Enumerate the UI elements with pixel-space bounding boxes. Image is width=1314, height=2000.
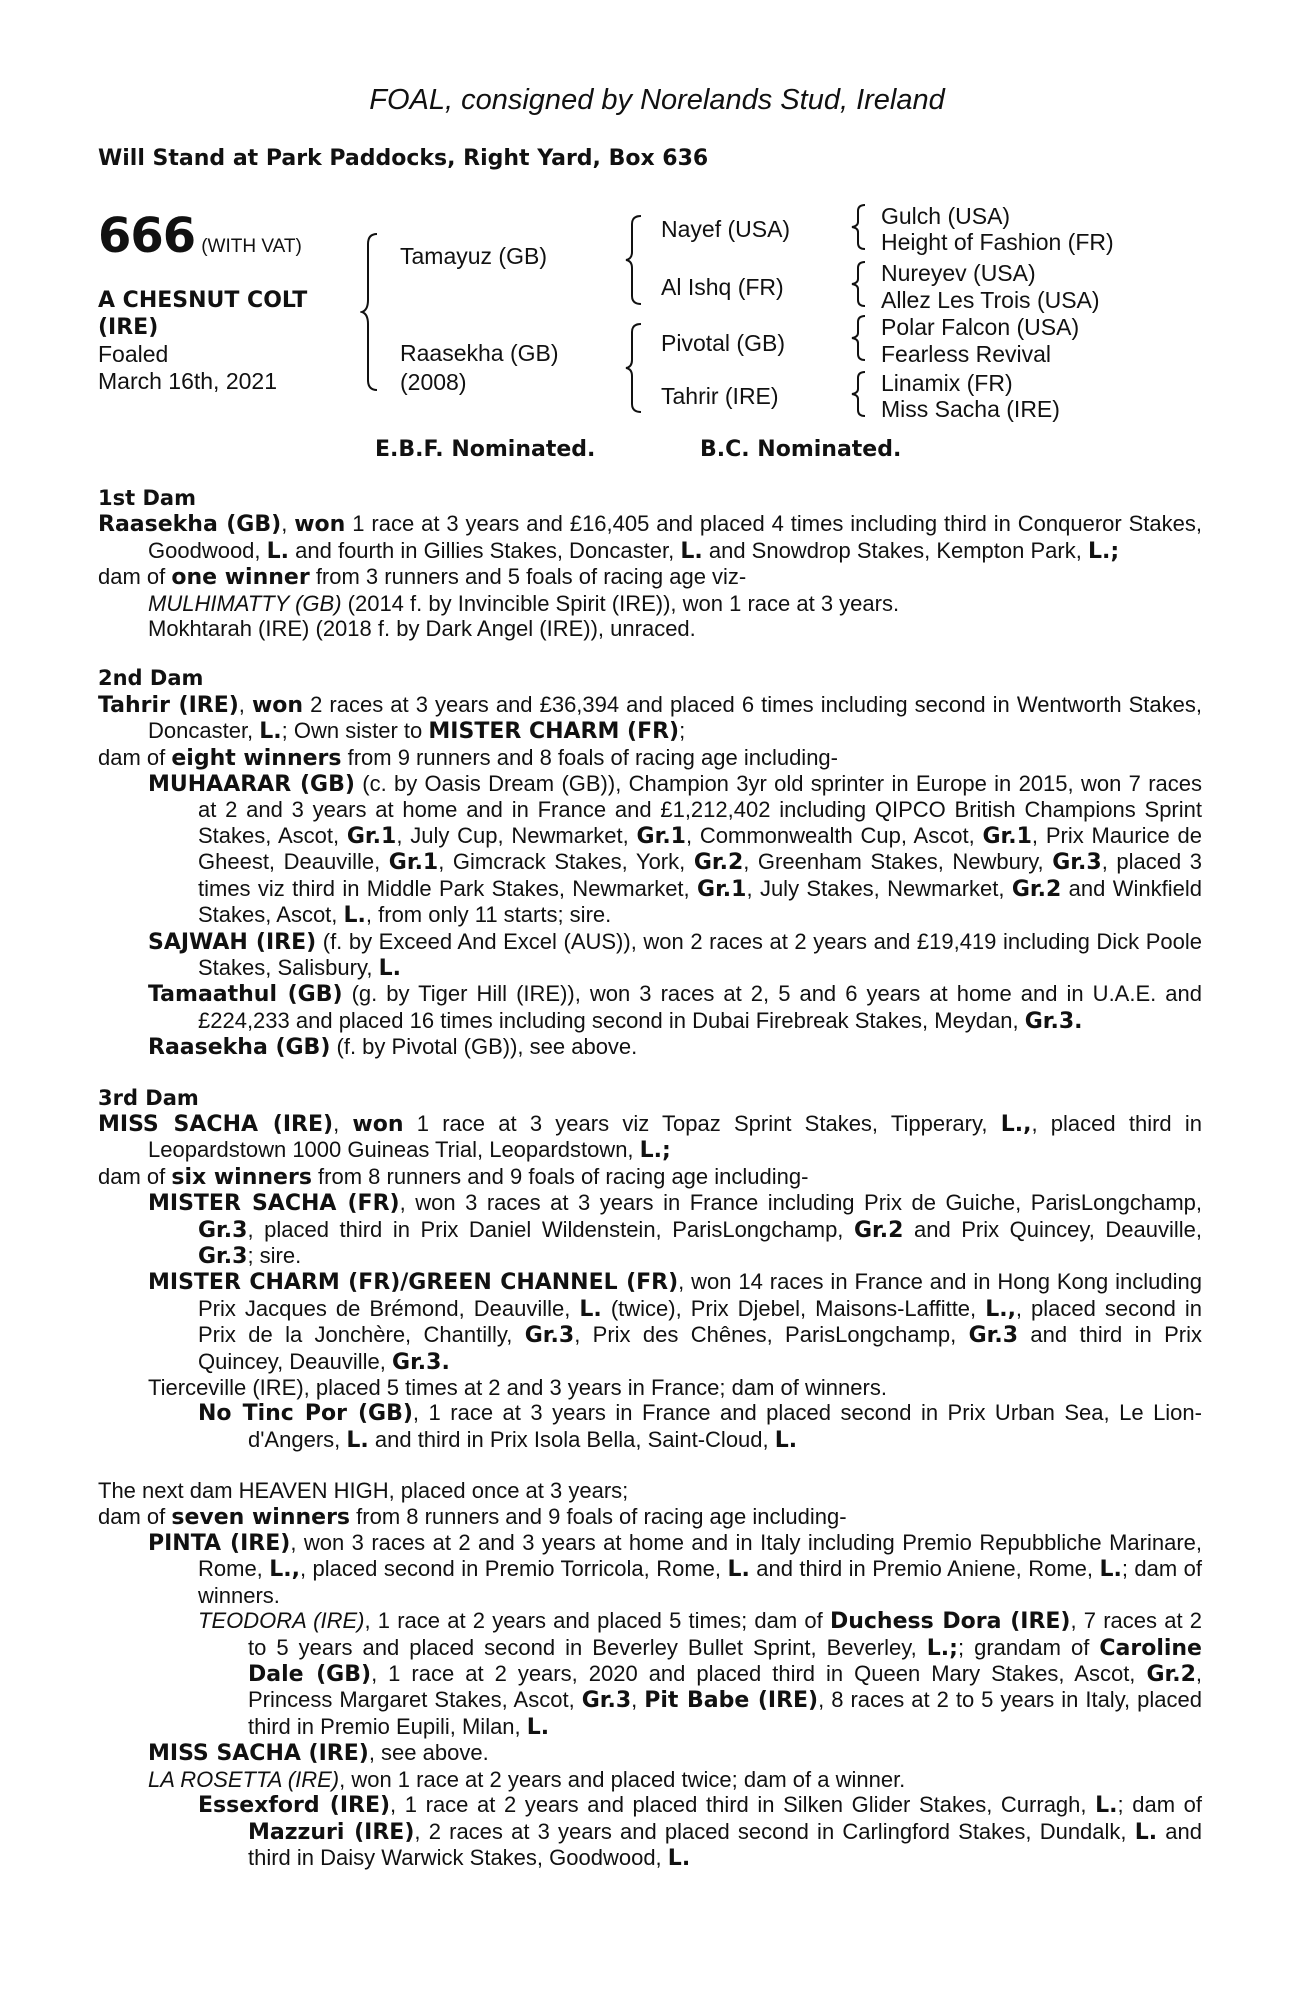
produce-raasekha: Raasekha (GB) (f. by Pivotal (GB)), see above. <box>148 1034 638 1061</box>
lot-number: 666 <box>98 208 196 264</box>
pedigree-sire-sire: Nayef (USA) <box>661 216 791 242</box>
produce-essexford: Essexford (IRE), 1 race at 2 years and placed third in Silken Glider Stakes, Curragh, L.; dam of Mazzuri (IRE), 2 races at 3 years and placed second in Carlingford Stakes, Dundalk, L. and third in Daisy Warwick Stakes, Goodwood, L. <box>198 1792 1203 1871</box>
alishq-brace <box>850 260 868 308</box>
third-dam-record: MISS SACHA (IRE), won 1 race at 3 years viz Topaz Sprint Stakes, Tipperary, L.,, placed third in Leopardstown 1000 Guineas Trial, Leopardstown, L.; <box>98 1110 1202 1164</box>
produce-tamaathul: Tamaathul (GB) (g. by Tiger Hill (IRE)), won 3 races at 2, 5 and 6 years at home and in U.A.E. and £224,233 and placed 16 times including second in Dubai Firebreak Stakes, Meydan, Gr.3. <box>148 981 1203 1034</box>
pedigree-g2: Height of Fashion (FR) <box>881 229 1114 255</box>
pedigree-g8: Miss Sacha (IRE) <box>881 396 1060 422</box>
produce-no-tinc-por: No Tinc Por (GB), 1 race at 3 years in France and placed second in Prix Urban Sea, Le Lion-d'Angers, L. and third in Prix Isola Bella, Saint-Cloud, L. <box>198 1400 1202 1453</box>
dam-line-brace <box>624 322 644 414</box>
second-dam-heading: 2nd Dam <box>98 666 204 691</box>
pedigree-sire-dam: Al Ishq (FR) <box>661 274 784 300</box>
third-dam-produce-summary: dam of six winners from 8 runners and 9 foals of racing age including- <box>98 1163 809 1190</box>
sire-dam-brace <box>360 232 380 392</box>
pedigree-g3: Nureyev (USA) <box>881 260 1036 286</box>
ebf-nomination: E.B.F. Nominated. <box>375 437 596 462</box>
pedigree-dam-dam: Tahrir (IRE) <box>661 383 779 409</box>
pedigree-sire: Tamayuz (GB) <box>400 243 547 269</box>
first-dam-produce-2: Mokhtarah (IRE) (2018 f. by Dark Angel (IRE)), unraced. <box>148 616 696 642</box>
pedigree-g1: Gulch (USA) <box>881 203 1011 229</box>
horse-country: (IRE) <box>98 315 159 340</box>
pedigree-dam-year: (2008) <box>400 369 467 395</box>
consignor-title: FOAL, consigned by Norelands Stud, Ireland <box>369 84 945 116</box>
produce-muhaarar: MUHAARAR (GB) (c. by Oasis Dream (GB)), Champion 3yr old sprinter in Europe in 2015, won 7 races at 2 and 3 years at home and in France and £1,212,402 including QIPCO British Champions Sprint Stakes, Ascot, Gr.1, July Cup, Newmarket, Gr.1, Commonwealth Cup, Ascot, Gr.1, Prix Maurice de Gheest, Deauville, Gr.1, Gimcrack Stakes, York, Gr.2, Greenham Stakes, Newbury, Gr.3, placed 3 times viz third in Middle Park Stakes, Newmarket, Gr.1, July Stakes, Newmarket, Gr.2 and Winkfield Stakes, Ascot, L., from only 11 starts; sire. <box>148 771 1203 929</box>
produce-mister-charm: MISTER CHARM (FR)/GREEN CHANNEL (FR), won 14 races in France and in Hong Kong including Prix Jacques de Brémond, Deauville, L. (twice), Prix Djebel, Maisons-Laffitte, L.,, placed second in Prix de la Jonchère, Chantilly, Gr.3, Prix des Chênes, ParisLongchamp, Gr.3 and third in Prix Quincey, Deauville, Gr.3. <box>148 1269 1202 1375</box>
first-dam-heading: 1st Dam <box>98 486 196 510</box>
produce-miss-sacha: MISS SACHA (IRE), see above. <box>148 1740 489 1767</box>
first-dam-produce-1: MULHIMATTY (GB) (2014 f. by Invincible Spirit (IRE)), won 1 race at 3 years. <box>148 590 900 616</box>
second-dam-produce-summary: dam of eight winners from 9 runners and 8 foals of racing age including- <box>98 744 838 771</box>
produce-tierceville: Tierceville (IRE), placed 5 times at 2 and 3 years in France; dam of winners. <box>148 1375 887 1400</box>
nayef-brace <box>850 203 868 251</box>
pedigree-dam-sire: Pivotal (GB) <box>661 330 785 356</box>
foaled-label: Foaled <box>98 341 169 367</box>
vat-note: (WITH VAT) <box>201 236 302 257</box>
next-dam-produce-summary: dam of seven winners from 8 runners and 9 foals of racing age including- <box>98 1503 847 1530</box>
sire-line-brace <box>624 214 644 306</box>
next-dam-intro: The next dam HEAVEN HIGH, placed once at 3 years; <box>98 1478 629 1504</box>
pedigree-g4: Allez Les Trois (USA) <box>881 287 1100 313</box>
third-dam-heading: 3rd Dam <box>98 1085 199 1110</box>
produce-mister-sacha: MISTER SACHA (FR), won 3 races at 3 years in France including Prix de Guiche, ParisLongchamp, Gr.3, placed third in Prix Daniel Wildenstein, ParisLongchamp, Gr.2 and Prix Quincey, Deauville, Gr.3; sire. <box>148 1190 1202 1269</box>
second-dam-record: Tahrir (IRE), won 2 races at 3 years and £36,394 and placed 6 times including second in Wentworth Stakes, Doncaster, L.; Own sister to MISTER CHARM (FR); <box>98 691 1202 745</box>
produce-la-rosetta: LA ROSETTA (IRE), won 1 race at 2 years and placed twice; dam of a winner. <box>148 1766 906 1792</box>
produce-sajwah: SAJWAH (IRE) (f. by Exceed And Excel (AUS)), won 2 races at 2 years and £19,419 including Dick Poole Stakes, Salisbury, L. <box>148 928 1203 981</box>
tahrir-brace <box>850 370 868 418</box>
bc-nomination: B.C. Nominated. <box>700 437 902 462</box>
foaled-date: March 16th, 2021 <box>98 368 278 394</box>
pivotal-brace <box>850 314 868 362</box>
pedigree-g6: Fearless Revival <box>881 341 1051 367</box>
lot-number-block <box>98 208 302 264</box>
pedigree-g7: Linamix (FR) <box>881 370 1013 396</box>
first-dam-record: Raasekha (GB), won 1 race at 3 years and £16,405 and placed 4 times including third in Conqueror Stakes, Goodwood, L. and fourth in Gillies Stakes, Doncaster, L. and Snowdrop Stakes, Kempton Park, L.; <box>98 511 1202 564</box>
produce-teodora: TEODORA (IRE), 1 race at 2 years and placed 5 times; dam of Duchess Dora (IRE), 7 races at 2 to 5 years and placed second in Beverley Bullet Sprint, Beverley, L.;; grandam of Caroline Dale (GB), 1 race at 2 years, 2020 and placed third in Queen Mary Stakes, Ascot, Gr.2, Princess Margaret Stakes, Ascot, Gr.3, Pit Babe (IRE), 8 races at 2 to 5 years in Italy, placed third in Premio Eupili, Milan, L. <box>198 1608 1203 1740</box>
pedigree-g5: Polar Falcon (USA) <box>881 314 1080 340</box>
stand-location: Will Stand at Park Paddocks, Right Yard, Box 636 <box>98 146 709 171</box>
pedigree-body <box>98 486 1202 1871</box>
produce-pinta: PINTA (IRE), won 3 races at 2 and 3 years at home and in Italy including Premio Repubbliche Marinare, Rome, L.,, placed second in Premio Torricola, Rome, L. and third in Premio Aniene, Rome, L.; dam of winners. <box>148 1530 1202 1608</box>
horse-sex: A CHESNUT COLT <box>98 288 308 313</box>
first-dam-produce-summary: dam of one winner from 3 runners and 5 foals of racing age viz- <box>98 564 747 591</box>
horse-description <box>98 287 307 395</box>
pedigree-dam: Raasekha (GB) <box>400 340 559 366</box>
